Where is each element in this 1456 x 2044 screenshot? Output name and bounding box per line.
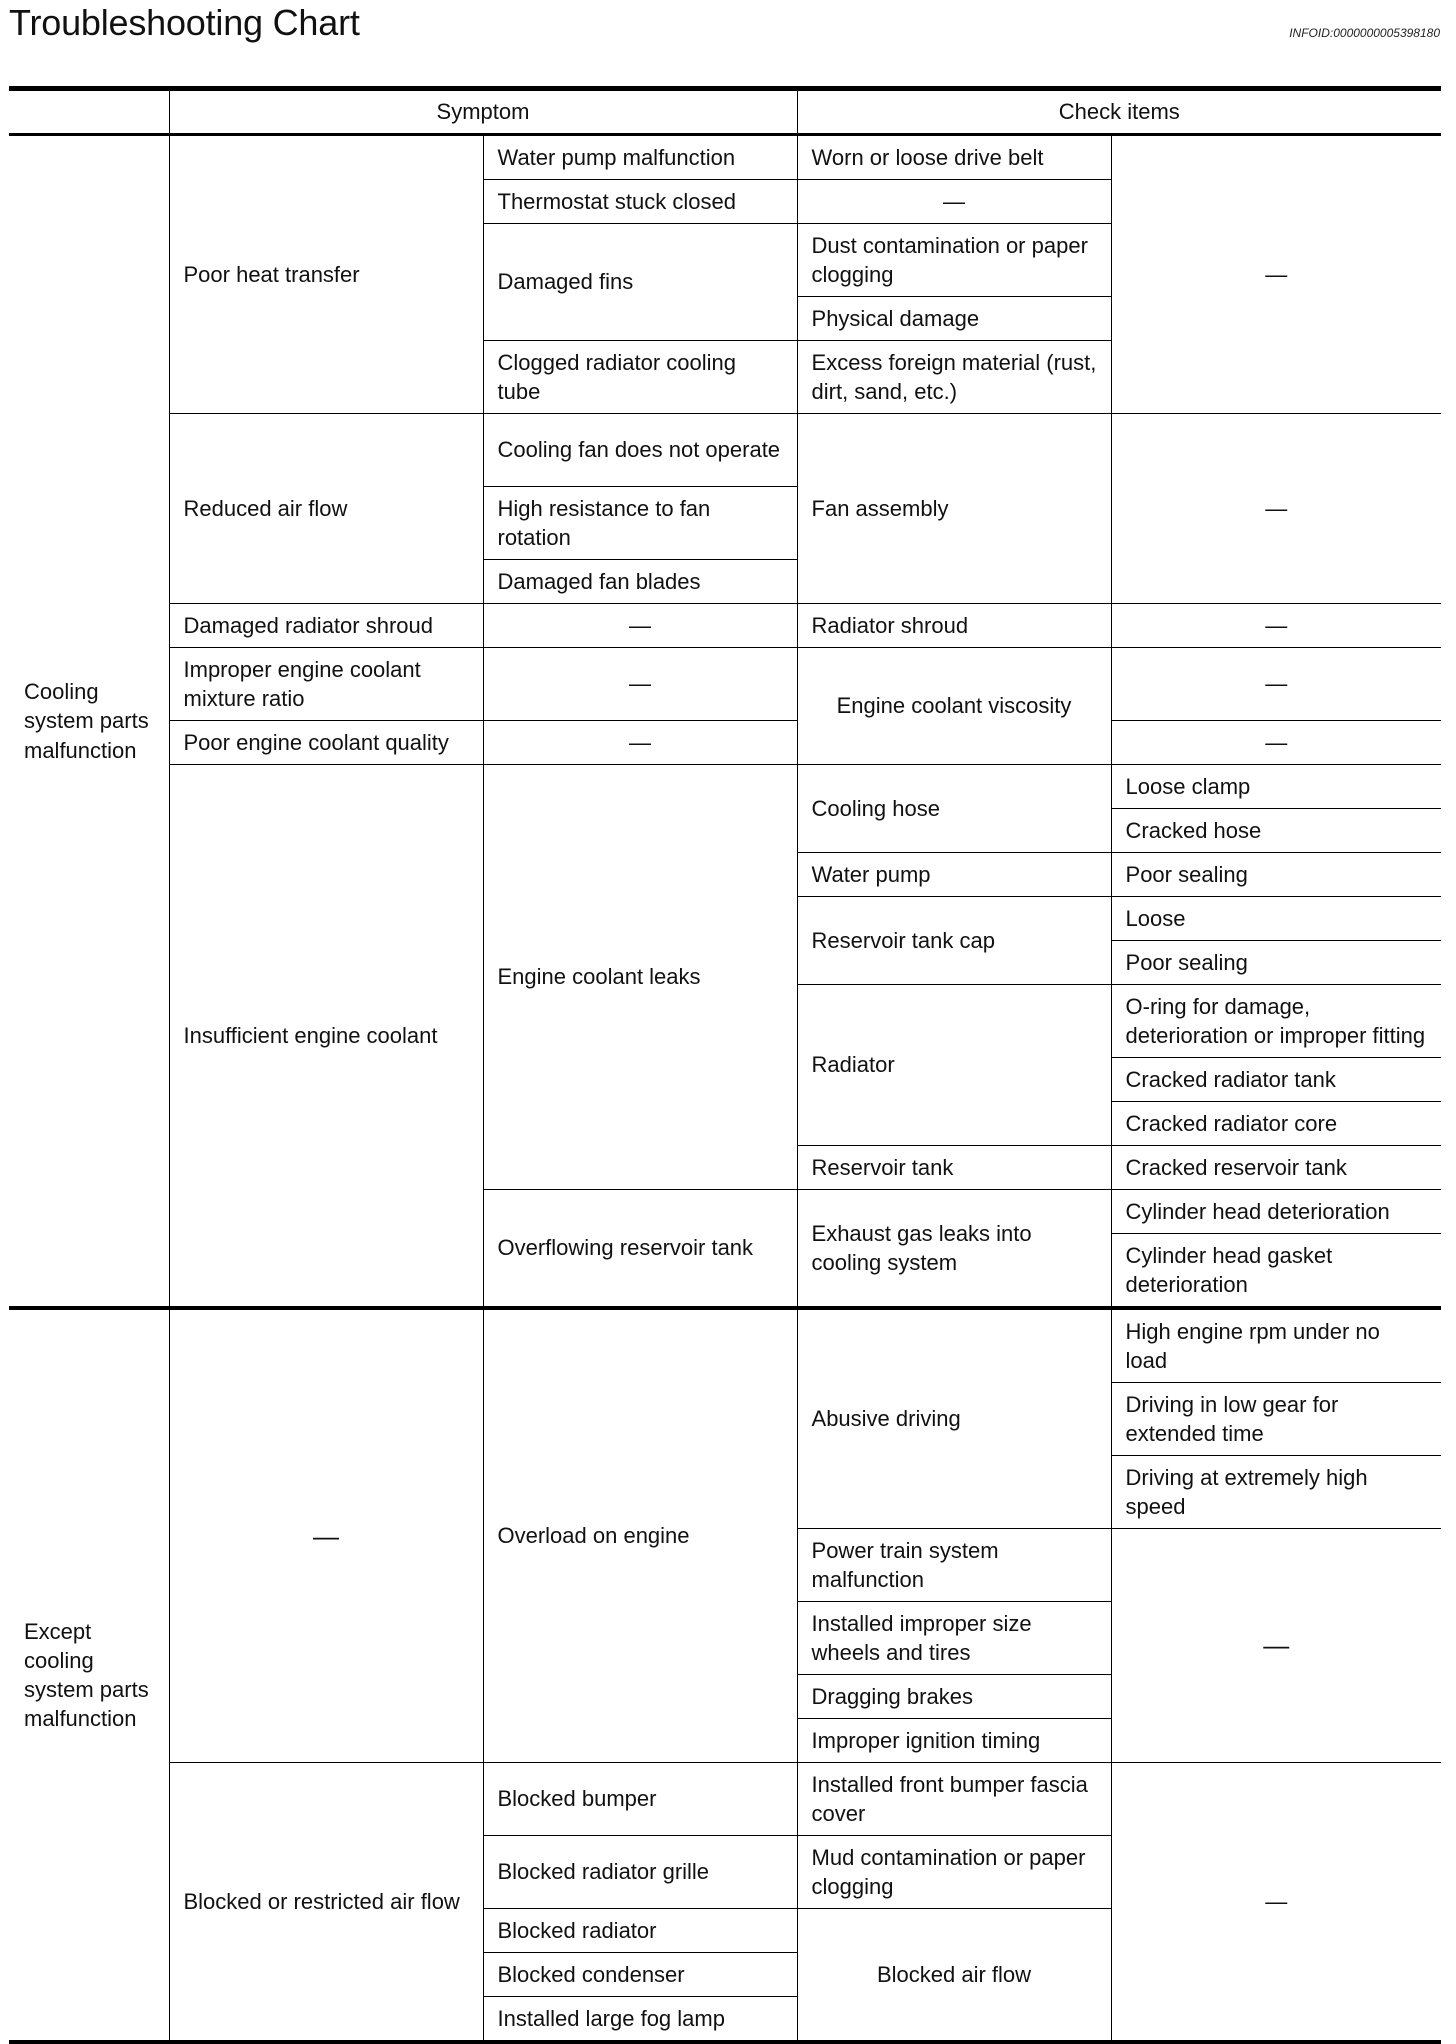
check-cell: Installed front bumper fascia cover	[797, 1763, 1111, 1836]
detail-cell: Driving at extremely high speed	[1111, 1456, 1441, 1529]
check-cell: Installed improper size wheels and tires	[797, 1602, 1111, 1675]
header-blank-cell	[9, 89, 169, 135]
info-id: INFOID:0000000005398180	[1289, 26, 1440, 40]
check-cell: Radiator shroud	[797, 604, 1111, 648]
cause-cell: Cooling fan does not operate	[483, 414, 797, 487]
check-cell: Engine coolant viscosity	[797, 648, 1111, 765]
detail-cell: Poor sealing	[1111, 941, 1441, 985]
cause-cell: Engine coolant leaks	[483, 765, 797, 1190]
symptom-cell: Poor engine coolant quality	[169, 721, 483, 765]
check-cell: Improper ignition timing	[797, 1719, 1111, 1763]
cause-cell: Blocked radiator grille	[483, 1836, 797, 1909]
check-cell: Dust contamination or paper clogging	[797, 224, 1111, 297]
detail-cell: —	[1111, 721, 1441, 765]
check-cell: Power train system malfunction	[797, 1529, 1111, 1602]
check-cell: Fan assembly	[797, 414, 1111, 604]
check-cell: Abusive driving	[797, 1308, 1111, 1529]
check-cell: Mud contamination or paper clogging	[797, 1836, 1111, 1909]
check-cell: Radiator	[797, 985, 1111, 1146]
check-cell: Worn or loose drive belt	[797, 135, 1111, 180]
symptom-cell: Damaged radiator shroud	[169, 604, 483, 648]
detail-cell: —	[1111, 604, 1441, 648]
cause-cell: —	[483, 648, 797, 721]
detail-cell: Cracked reservoir tank	[1111, 1146, 1441, 1190]
detail-cell: Cracked radiator core	[1111, 1102, 1441, 1146]
detail-cell: —	[1111, 1529, 1441, 1763]
check-cell: Cooling hose	[797, 765, 1111, 853]
cause-cell: Damaged fan blades	[483, 560, 797, 604]
check-cell: Reservoir tank cap	[797, 897, 1111, 985]
detail-cell: Cracked hose	[1111, 809, 1441, 853]
table-row	[9, 414, 1441, 487]
symptom-cell: Improper engine coolant mixture ratio	[169, 648, 483, 721]
detail-cell: Cracked radiator tank	[1111, 1058, 1441, 1102]
symptom-cell: Blocked or restricted air flow	[169, 1763, 483, 2043]
table-row	[9, 648, 1441, 721]
symptom-cell: Reduced air flow	[169, 414, 483, 604]
detail-cell: —	[1111, 648, 1441, 721]
table-row	[9, 721, 1441, 765]
cause-cell: —	[483, 721, 797, 765]
cause-cell: Installed large fog lamp	[483, 1997, 797, 2043]
cause-cell: Thermostat stuck closed	[483, 180, 797, 224]
cause-cell: Water pump malfunction	[483, 135, 797, 180]
cause-cell: High resistance to fan rotation	[483, 487, 797, 560]
detail-cell: Loose	[1111, 897, 1441, 941]
header-symptom: Symptom	[169, 89, 797, 135]
table-row	[9, 765, 1441, 809]
detail-cell: Loose clamp	[1111, 765, 1441, 809]
header-check-items: Check items	[797, 89, 1441, 135]
check-cell: Reservoir tank	[797, 1146, 1111, 1190]
table-row	[9, 1763, 1441, 1836]
cause-cell: Damaged fins	[483, 224, 797, 341]
cause-cell: Blocked radiator	[483, 1909, 797, 1953]
detail-cell: Poor sealing	[1111, 853, 1441, 897]
detail-cell: —	[1111, 135, 1441, 414]
page-title: Troubleshooting Chart	[9, 2, 360, 43]
detail-cell: Cylinder head deterioration	[1111, 1190, 1441, 1234]
group-label: Cooling system parts malfunction	[9, 135, 169, 1309]
check-cell: Exhaust gas leaks into cooling system	[797, 1190, 1111, 1309]
detail-cell: —	[1111, 1763, 1441, 2043]
detail-cell: Driving in low gear for extended time	[1111, 1383, 1441, 1456]
table-row	[9, 135, 1441, 180]
symptom-cell: Poor heat transfer	[169, 135, 483, 414]
cause-cell: —	[483, 604, 797, 648]
cause-cell: Blocked bumper	[483, 1763, 797, 1836]
table-row	[9, 1308, 1441, 1383]
check-cell: Water pump	[797, 853, 1111, 897]
detail-cell: O-ring for damage, deterioration or improper fitting	[1111, 985, 1441, 1058]
cause-cell: Overflowing reservoir tank	[483, 1190, 797, 1309]
troubleshooting-table	[9, 86, 1441, 2044]
group-label: Except cooling system parts malfunction	[9, 1308, 169, 2042]
check-cell: Physical damage	[797, 297, 1111, 341]
table-header-row	[9, 89, 1441, 135]
cause-cell: Overload on engine	[483, 1308, 797, 1763]
symptom-cell: Insufficient engine coolant	[169, 765, 483, 1309]
check-cell: —	[797, 180, 1111, 224]
cause-cell: Blocked condenser	[483, 1953, 797, 1997]
detail-cell: High engine rpm under no load	[1111, 1308, 1441, 1383]
check-cell: Excess foreign material (rust, dirt, sand, etc.)	[797, 341, 1111, 414]
symptom-cell: —	[169, 1308, 483, 1763]
table-row	[9, 604, 1441, 648]
detail-cell: —	[1111, 414, 1441, 604]
cause-cell: Clogged radiator cooling tube	[483, 341, 797, 414]
check-cell: Dragging brakes	[797, 1675, 1111, 1719]
check-cell: Blocked air flow	[797, 1909, 1111, 2043]
detail-cell: Cylinder head gasket deterioration	[1111, 1234, 1441, 1309]
